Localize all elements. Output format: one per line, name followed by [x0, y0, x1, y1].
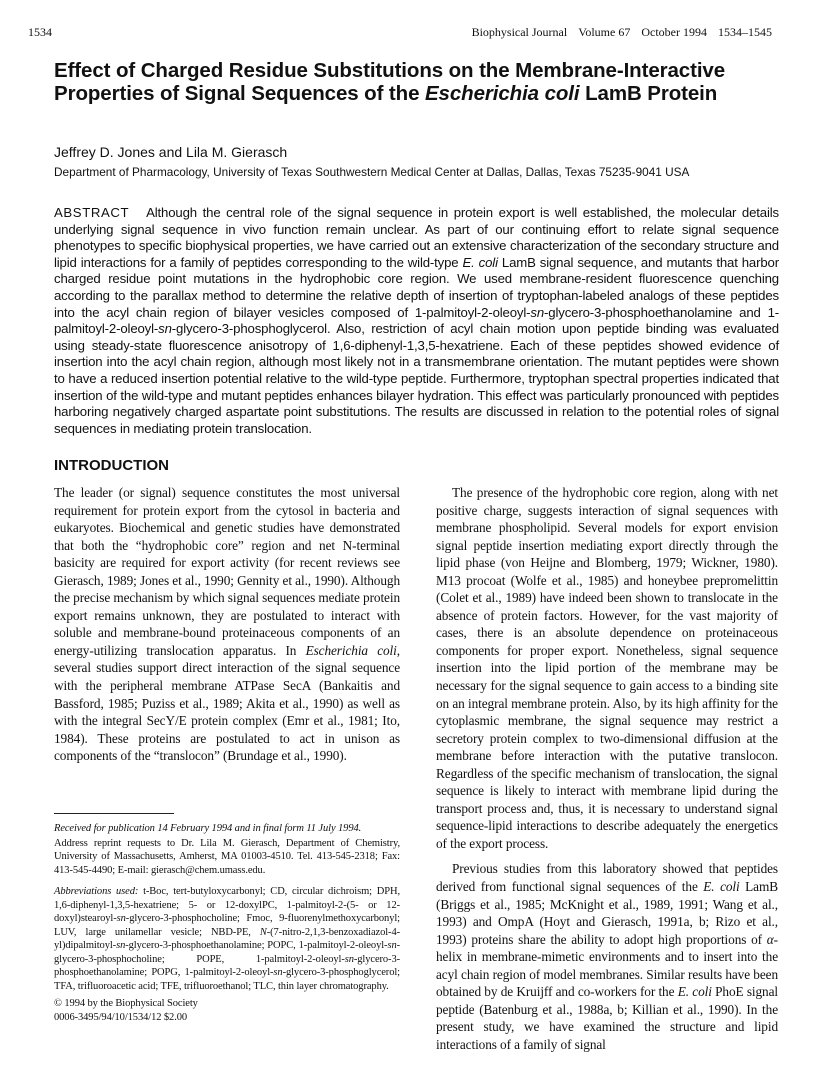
abstract: ABSTRACT Although the central role of the signal sequence in protein export is well established, the molecular details underlying signal sequence in vivo function remain unclear. As part of our continuing effort to relate signal sequence phenotypes to specific biophysical properties, we have carried out an extensive characterization of the secondary structure and lipid interactions for a family of peptides corresponding to the wild-type E. coli LamB signal sequence, and mutants that harbor charged residue point mutations in the hydrophobic core region. We used membrane-resident fluorescence quenching according to the parallax method to determine the relative depth of insertion of tryptophan-labeled analogs of these peptides into the acyl chain region of bilayer vesicles composed of 1-palmitoyl-2-oleoyl-sn-glycero-3-phosphoethanolamine and 1-palmitoyl-2-oleoyl-sn-glycero-3-phosphoglycerol. Also, restriction of acyl chain motion upon peptide binding was evaluated using steady-state fluorescence anisotropy of 1,6-diphenyl-1,3,5-hexatriene. Each of these peptides showed evidence of insertion into the acyl chain region, although most likely not in a transmembrane orientation. The mutant peptides were shown to have a reduced insertion potential relative to the wild-type peptide. Furthermore, tryptophan spectral properties indicated that insertion of the wild-type and mutant peptides enhances bilayer hydration. This effect was particularly pronounced with peptides harboring negatively charged aspartate point substitutions. The results are discussed in relation to the potential roles of signal sequences in mediating protein translocation. [54, 205, 779, 436]
abstract-label: ABSTRACT [54, 205, 130, 220]
authors: Jeffrey D. Jones and Lila M. Gierasch [54, 144, 288, 160]
left-column [54, 484, 400, 765]
intro-paragraph-2: The presence of the hydrophobic core region, along with net positive charge, suggests interaction of signal sequences with membrane phospholipid. Several models for export envision signal peptide insertion mediating export directly through the lipid phase (von Heijne and Blomberg, 1979; Wickner, 1980). M13 procoat (Wolfe et al., 1985) and honeybee prepromelittin (Colet et al., 1989) have indeed been shown to translocate in the absence of protein factors. However, for the vast majority of cases, there is an absolute dependence on proteinaceous components for proper export. Nonetheless, signal sequence insertion into the lipid portion of the membrane may be necessary for the signal sequence to gain access to a binding site on an integral membrane protein. Also, by its high affinity for the cytoplasmic membrane, the signal sequence may restrict a secretory protein complex to two-dimensional diffusion at the membrane before interaction with the putative translocon. Regardless of the specific mechanism of translocation, the signal sequence is likely to interact with membrane lipid during the transport process and, thus, it is necessary to understand signal sequence-lipid interactions to describe adequately the energetics of the export process. [436, 485, 778, 851]
footnotes [54, 822, 400, 1024]
intro-paragraph-1: The leader (or signal) sequence constitutes the most universal requirement for protein export from the cytosol in bacteria and eukaryotes. Biochemical and genetic studies have demonstrated that both the “hydrophobic core” region and net N-terminal basicity are required for export activity (for recent reviews see Gierasch, 1989; Jones et al., 1990; Gennity et al., 1990). Although the precise mechanism by which signal sequences mediate protein export remains unknown, they are postulated to interact with soluble and membrane-bound proteinaceous components of an energy-utilizing translocation apparatus. In Escherichia coli, several studies support direct interaction of the signal sequence with the peripheral membrane ATPase SecA (Bankaitis and Bassford, 1985; Puziss et al., 1989; Akita et al., 1990) as well as with the integral SecY/E protein complex (Emr et al., 1981; Ito, 1984). These proteins are postulated to act in unison as components of the “translocon” (Brundage et al., 1990). [54, 485, 400, 764]
running-header [464, 25, 772, 40]
intro-paragraph-3: Previous studies from this laboratory showed that peptides derived from functional signal sequences of the E. coli LamB (Briggs et al., 1985; McKnight et al., 1989, 1991; Wang et al., 1993) and OmpA (Hoyt and Gierasch, 1991a, b; Rizo et al., 1993) proteins share the ability to adopt high proportions of α-helix in membrane-mimetic environments and to insert into the acyl chain region of model membranes. Similar results have been obtained by de Kruijff and co-workers for the E. coli PhoE signal peptide (Batenburg et al., 1988a, b; Killian et al., 1990). In the present study, we have examined the structure and lipid interactions of a family of signal [436, 861, 778, 1052]
article-code: 0006-3495/94/10/1534/12 $2.00 [54, 1011, 188, 1023]
journal-date: October 1994 [641, 25, 707, 39]
title-part-1: Effect of Charged Residue Substitutions on the Membrane-Interactive Properties of Signal Sequences of the [54, 59, 726, 105]
section-heading-introduction: INTRODUCTION [54, 457, 169, 474]
article-title [54, 59, 774, 105]
abbreviations: Abbreviations used: t-Boc, tert-butyloxycarbonyl; CD, circular dichroism; DPH, 1,6-diphenyl-1,3,5-hexatriene; 5- or 12-doxylPC, 1-palmitoyl-2-(5- or 12-doxyl)stearoyl-sn-glycero-3-phosphocholine; Fmoc, 9-fluorenylmethoxycarbonyl; LUV, large unilamellar vesicle; NBD-PE, N-(7-nitro-2,1,3-benzoxadiazol-4-yl)dipalmitoyl-sn-glycero-3-phosphoethanolamine; POPC, 1-palmitoyl-2-oleoyl-sn-glycero-3-phosphocholine; POPE, 1-palmitoyl-2-oleoyl-sn-glycero-3-phosphoethanolamine; POPG, 1-palmitoyl-2-oleoyl-sn-glycero-3-phosphoglycerol; TFA, trifluoroacetic acid; TFE, trifluoroethanol; TLC, thin layer chromatography. [54, 886, 400, 992]
journal-volume: Volume 67 [578, 25, 631, 39]
affiliation: Department of Pharmacology, University of Texas Southwestern Medical Center at Dallas, Dallas, Texas 75235-9041 USA [54, 165, 690, 179]
title-species: Escherichia coli [424, 82, 580, 105]
reprint-address: Address reprint requests to Dr. Lila M. Gierasch, Department of Chemistry, University of Massachusetts, Amherst, MA 01003-4510. Tel. 413-545-2318; Fax: 413-545-4490; E-mail: gierasch@chem.umass.edu. [54, 837, 400, 876]
copyright: © 1994 by the Biophysical Society [54, 998, 198, 1009]
journal-pages: 1534–1545 [718, 25, 772, 39]
page-number: 1534 [28, 25, 52, 39]
title-part-2: LamB Protein [579, 82, 718, 105]
footnote-divider [54, 813, 174, 814]
journal-name: Biophysical Journal [471, 25, 568, 39]
right-column [436, 484, 778, 1054]
received-date: Received for publication 14 February 1994 and in final form 11 July 1994. [54, 823, 362, 834]
